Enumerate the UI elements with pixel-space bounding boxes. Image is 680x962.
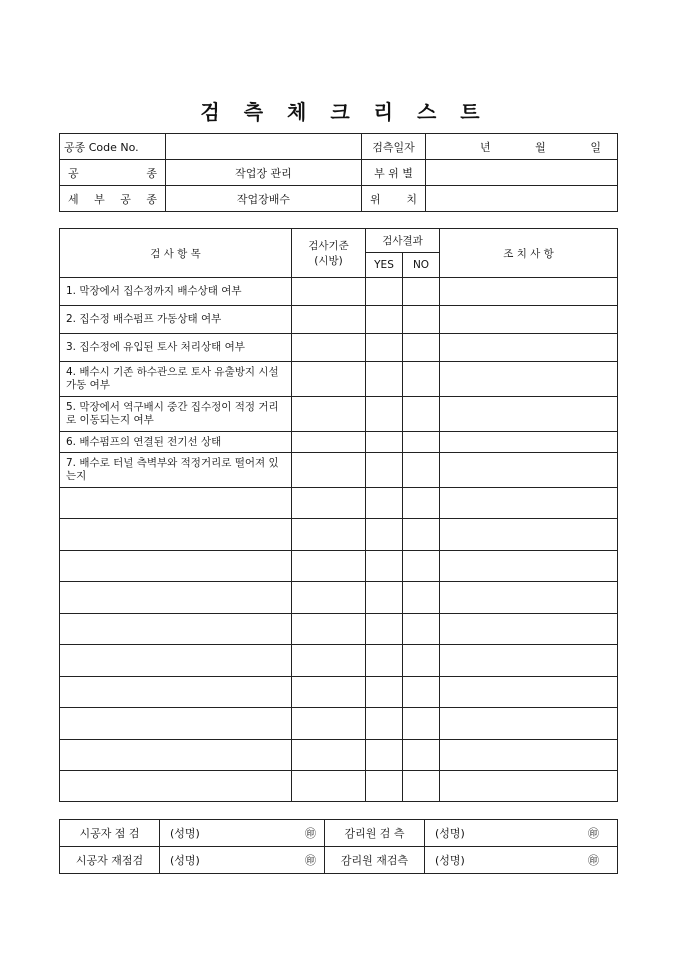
action-cell[interactable] [440, 551, 618, 582]
no-cell[interactable] [403, 362, 440, 397]
name-label: (성명) [170, 854, 200, 867]
standard-cell[interactable] [292, 708, 366, 740]
supervisor-inspection-sign[interactable] [425, 820, 618, 847]
yes-cell[interactable] [366, 740, 403, 771]
yes-cell[interactable] [366, 432, 403, 453]
table-row [60, 645, 618, 677]
action-cell[interactable] [440, 453, 618, 488]
item-cell [60, 708, 292, 740]
contractor-reinspection-label: 시공자 재점검 [60, 847, 160, 874]
seal-icon: ㊞ [305, 854, 316, 867]
standard-cell[interactable] [292, 677, 366, 708]
location-label: 위 치 [362, 186, 426, 212]
seal-icon: ㊞ [305, 827, 316, 840]
standard-cell[interactable] [292, 519, 366, 551]
item-cell: 1. 막장에서 집수정까지 배수상태 여부 [60, 278, 292, 306]
table-row [60, 708, 618, 740]
table-row [60, 677, 618, 708]
no-cell[interactable] [403, 432, 440, 453]
no-cell[interactable] [403, 334, 440, 362]
seal-icon: ㊞ [588, 854, 599, 867]
no-cell[interactable] [403, 708, 440, 740]
name-label: (성명) [435, 854, 465, 867]
item-cell [60, 519, 292, 551]
standard-cell[interactable] [292, 334, 366, 362]
yes-cell[interactable] [366, 334, 403, 362]
action-cell[interactable] [440, 740, 618, 771]
location-value[interactable] [426, 186, 618, 212]
action-cell[interactable] [440, 519, 618, 551]
no-cell[interactable] [403, 771, 440, 802]
yes-cell[interactable] [366, 519, 403, 551]
yes-cell[interactable] [366, 488, 403, 519]
table-row [60, 614, 618, 645]
yes-cell[interactable] [366, 551, 403, 582]
yes-cell[interactable] [366, 645, 403, 677]
part-label: 부 위 별 [362, 160, 426, 186]
no-cell[interactable] [403, 582, 440, 614]
no-cell[interactable] [403, 740, 440, 771]
seal-icon: ㊞ [588, 827, 599, 840]
item-cell [60, 645, 292, 677]
no-cell[interactable] [403, 677, 440, 708]
standard-cell[interactable] [292, 645, 366, 677]
contractor-reinspection-sign[interactable] [160, 847, 325, 874]
sub-type-label: 세 부 공 종 [60, 186, 166, 212]
table-row [60, 397, 618, 432]
action-cell[interactable] [440, 582, 618, 614]
item-cell [60, 488, 292, 519]
standard-cell[interactable] [292, 397, 366, 432]
date-month-label: 월 [535, 140, 546, 154]
item-cell: 4. 배수시 기존 하수관으로 토사 유출방지 시설가동 여부 [60, 362, 292, 397]
col-standard-header: 검사기준 [292, 229, 366, 253]
action-cell[interactable] [440, 488, 618, 519]
item-cell [60, 582, 292, 614]
yes-cell[interactable] [366, 771, 403, 802]
supervisor-reinspection-label: 감리원 재검측 [325, 847, 425, 874]
standard-cell[interactable] [292, 453, 366, 488]
no-cell[interactable] [403, 488, 440, 519]
col-no-header: NO [403, 253, 440, 278]
yes-cell[interactable] [366, 677, 403, 708]
yes-cell[interactable] [366, 306, 403, 334]
action-cell[interactable] [440, 334, 618, 362]
yes-cell[interactable] [366, 397, 403, 432]
action-cell[interactable] [440, 432, 618, 453]
signature-table [59, 819, 618, 874]
date-label: 검측일자 [362, 134, 426, 160]
action-cell[interactable] [440, 397, 618, 432]
standard-cell[interactable] [292, 278, 366, 306]
table-row [60, 306, 618, 334]
table-row [60, 488, 618, 519]
no-cell[interactable] [403, 306, 440, 334]
standard-cell[interactable] [292, 488, 366, 519]
name-label: (성명) [435, 827, 465, 840]
item-cell [60, 771, 292, 802]
yes-cell[interactable] [366, 453, 403, 488]
no-cell[interactable] [403, 519, 440, 551]
table-row [60, 740, 618, 771]
col-result-header: 검사결과 [366, 229, 440, 253]
col-standard-sub-header: (시방) [292, 253, 366, 278]
item-cell [60, 740, 292, 771]
date-year-label: 년 [480, 140, 491, 154]
contractor-inspection-sign[interactable] [160, 820, 325, 847]
code-value[interactable] [166, 134, 362, 160]
date-day-label: 일 [590, 140, 601, 154]
col-yes-header: YES [366, 253, 403, 278]
table-row [60, 432, 618, 453]
table-row [60, 334, 618, 362]
work-type-label: 공 종 [60, 160, 166, 186]
sub-type-value[interactable]: 작업장배수 [166, 186, 362, 212]
item-cell [60, 551, 292, 582]
yes-cell[interactable] [366, 614, 403, 645]
table-row [60, 771, 618, 802]
standard-cell[interactable] [292, 551, 366, 582]
action-cell[interactable] [440, 306, 618, 334]
table-row [60, 519, 618, 551]
standard-cell[interactable] [292, 740, 366, 771]
table-row [60, 278, 618, 306]
checklist-table [59, 228, 618, 802]
date-value[interactable] [426, 134, 618, 160]
no-cell[interactable] [403, 397, 440, 432]
no-cell[interactable] [403, 551, 440, 582]
table-row [60, 453, 618, 488]
item-cell: 5. 막장에서 역구배시 중간 집수정이 적정 거리로 이동되는지 여부 [60, 397, 292, 432]
yes-cell[interactable] [366, 582, 403, 614]
item-cell: 3. 집수정에 유입된 토사 처리상태 여부 [60, 334, 292, 362]
standard-cell[interactable] [292, 614, 366, 645]
supervisor-inspection-label: 감리원 검 측 [325, 820, 425, 847]
item-cell: 7. 배수로 터널 측벽부와 적정거리로 떨어져 있는지 [60, 453, 292, 488]
action-cell[interactable] [440, 677, 618, 708]
contractor-inspection-label: 시공자 점 검 [60, 820, 160, 847]
item-cell [60, 677, 292, 708]
table-row [60, 582, 618, 614]
col-item-header: 검 사 항 목 [60, 229, 292, 278]
page-title: 검측체크리스트 [200, 100, 504, 124]
item-cell [60, 614, 292, 645]
action-cell[interactable] [440, 278, 618, 306]
table-row [60, 551, 618, 582]
no-cell[interactable] [403, 614, 440, 645]
standard-cell[interactable] [292, 432, 366, 453]
item-cell: 6. 배수펌프의 연결된 전기선 상태 [60, 432, 292, 453]
table-row [60, 362, 618, 397]
no-cell[interactable] [403, 278, 440, 306]
action-cell[interactable] [440, 708, 618, 740]
work-type-value[interactable]: 작업장 관리 [166, 160, 362, 186]
part-value[interactable] [426, 160, 618, 186]
yes-cell[interactable] [366, 362, 403, 397]
item-cell: 2. 집수정 배수펌프 가동상태 여부 [60, 306, 292, 334]
action-cell[interactable] [440, 614, 618, 645]
standard-cell[interactable] [292, 306, 366, 334]
action-cell[interactable] [440, 645, 618, 677]
supervisor-reinspection-sign[interactable] [425, 847, 618, 874]
header-table [59, 133, 618, 212]
standard-cell[interactable] [292, 771, 366, 802]
yes-cell[interactable] [366, 278, 403, 306]
action-cell[interactable] [440, 362, 618, 397]
standard-cell[interactable] [292, 362, 366, 397]
code-label: 공종 Code No. [60, 134, 166, 160]
yes-cell[interactable] [366, 708, 403, 740]
no-cell[interactable] [403, 453, 440, 488]
col-action-header: 조 치 사 항 [440, 229, 618, 278]
no-cell[interactable] [403, 645, 440, 677]
name-label: (성명) [170, 827, 200, 840]
action-cell[interactable] [440, 771, 618, 802]
standard-cell[interactable] [292, 582, 366, 614]
